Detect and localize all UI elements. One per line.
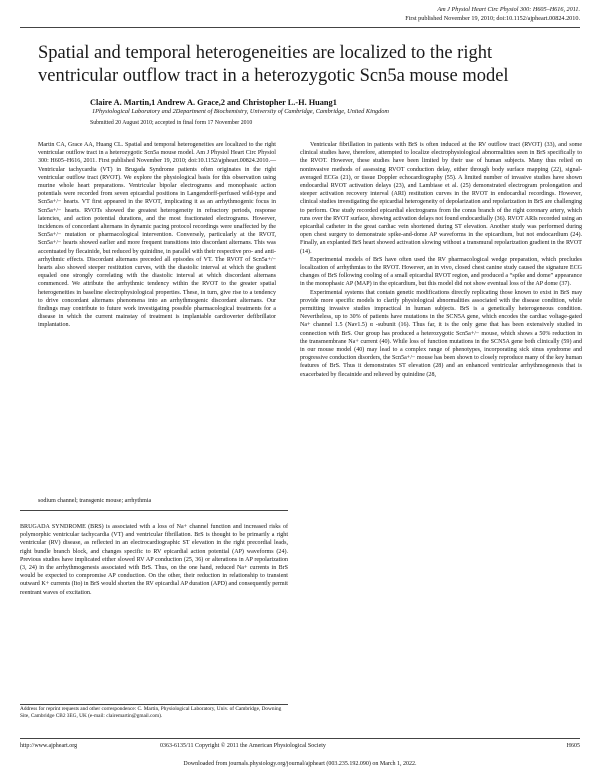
correspondence-footnote: Address for reprint requests and other correspondence: C. Martin, Physiological Laboratory, Univ. of Cambridge, Downing Site, Cambridge CB2 3EG, UK (e-mail: clairemartin@gmail.com). [20,706,282,720]
submission-dates: Submitted 20 August 2010; accepted in final form 17 November 2010 [90,120,253,126]
right-col-paragraph: Experimental systems that contain genetic modifications directly replicating those known to exist in BrS may provide more specific models to clarify physiological abnormalities associated with the disease condition, while permitting invasive studies impractical in human subjects. BrS is a genetically heterogeneous condition. Nevertheless, up to 30% of patients have mutations in the SCN5A gene, which encodes the cardiac voltage-gated Na+ channel 1.5 (Nav1.5) α -subunit (16). Thus far, it is the only gene that has been extensively studied in connection with BrS. Our group has produced a heterozygotic Scn5a+/− mouse, which shows a 50% reduction in the transmembrane Na+ current (40). While loss of function mutations in the SCN5A gene both clinically (59) and in our mouse model (40) may lead to a complex range of phenotypes, incorporating sick sinus syndrome and progressive conduction disorders, the Scn5a+/− mouse has been shown to closely reproduce many of the key human features of BrS. Thus it demonstrates ST elevation (28) and an enhanced ventricular arrhythmogenesis that is exacerbated by flecainide and relieved by quinidine (28, [300,289,582,378]
right-col-paragraph: Ventricular fibrillation in patients with BrS is often induced at the RV outflow tract (RVOT) (33), and some clinical studies have, therefore, attempted to localize electrophysiological abnormalities seen in BrS specifically to the RVOT. However, these studies have been limited by their use of human subjects. Many thus relied on noninvasive methods of assessing RVOT conduction delay, either through body surface mapping (22), signal-averaged ECGs (21), or tissue Doppler echocardiography (55). A limited number of invasive studies have shown endocardial RVOT activation delays (23), and Lambiase et al. (25) demonstrated electrogram prolongation and steeper activation recovery interval (ARI) restitution curves in the RVOT in endocardial recordings. However, clinical studies investigating the epicardial heterogeneity of depolarization and repolarization in BrS are challenging to perform. One study recorded epicardial electrograms from the conus branch of the right coronary artery, which runs over the RVOT surface, showing activation delays not found endocardially (36). RVOT ARIs recorded using an epicardial catheter in the great cardiac vein shortened during ST elevation. Another study was performed during open chest surgery to demonstrate spike-and-dome AP waveforms in the epicardium, but not endocardium (24). Finally, an explanted BrS heart showed activation slowing without a transmural repolarization gradient in the RVOT (14). [300,142,582,255]
abstract-rule [20,510,288,511]
intro-text: BRUGADA SYNDROME (BRS) is associated with a loss of Na+ channel function and increased risks of polymorphic ventricular tachycardia (VT) and ventricular fibrillation. BrS is thought to be primarily a right ventricular (RV) disease, as reflected in an electrocardiographic ST elevation in the right precordial leads, right bundle branch block, and changes specific to RV epicardial action potential (AP) waveforms (24). Previous studies have implicated either slowed RV AP conduction (25, 36) or alterations in AP repolarization (3, 24) in the arrhythmogenesis associated with BrS. Thus, on the one hand, reduced Na+ currents in BrS would be expected to compromise AP conduction. On the other, their reduction in relationship to transient outward K+ currents (Ito) in BrS would shorten the RV epicardial AP duration (APD) and consequently permit reentrant waves of excitation. [20,524,288,596]
right-column [300,141,582,379]
abstract [38,141,276,330]
author-affiliations: 1Physiological Laboratory and 2Department of Biochemistry, University of Cambridge, Cambridge, United Kingdom [92,108,389,115]
copyright-line: 0363-6135/11 Copyright © 2011 the American Physiological Society [160,743,326,749]
right-col-paragraph: Experimental models of BrS have often used the RV pharmacological wedge preparation, which precludes localization of arrhythmias to the RVOT. However, an in vivo, closed chest canine study caused the signature ECG changes of BrS following cooling of a small epicardial RVOT region, and produced a “spike and dome” appearance in the monophasic AP (MAP) in the epicardium, but this model did not show eventual loss of the AP dome (37). [300,256,582,288]
author-list: Claire A. Martin,1 Andrew A. Grace,2 and Christopher L.-H. Huang1 [90,98,337,107]
keywords: sodium channel; transgenic mouse; arrhythmia [38,498,152,504]
article-title: Spatial and temporal heterogeneities are localized to the right ventricular outflow tract in a heterozygotic Scn5a mouse model [38,43,509,86]
download-notice: Downloaded from journals.physiology.org/journal/ajpheart (003.235.192.090) on March 1, 2022. [183,761,417,767]
publication-doi-line: First published November 19, 2010; doi:10.1152/ajpheart.00824.2010. [405,15,580,22]
journal-citation: Am J Physiol Heart Circ Physiol 300: H605–H616, 2011. [437,6,580,13]
journal-url-link[interactable]: http://www.ajpheart.org [20,743,78,749]
header-rule [20,27,580,28]
footer-rule [20,738,580,739]
introduction-paragraph [20,523,288,597]
page-number: H605 [566,743,580,749]
abstract-text: Martin CA, Grace AA, Huang CL. Spatial and temporal heterogeneities are localized to the right ventricular outflow tract in a heterozygotic Scn5a mouse model. Am J Physiol Heart Circ Physiol 300: H605–H616, 2011. First published November 19, 2010; doi:10.1152/ajpheart.00824.2010.—Ventricular tachycardia (VT) in Brugada Syndrome patients often originates in the right ventricular outflow tract (RVOT). We explore the physiological basis for this observation using murine whole heart preparations. Ventricular bipolar electrograms and monophasic action potentials were recorded from seven epicardial positions in Langendorff-perfused wild-type and Scn5a+/− hearts. VT first appeared in the RVOT, implicating it as an arrhythmogenic focus in Scn5a+/− hearts. RVOTs showed the greatest heterogeneity in refractory periods, response latencies, and action potential durations, and the most fractionated electrograms. However, incidences of concordant alternans in dynamic pacing protocol recordings were unaffected by the Scn5a+/− mutation or pharmacological intervention. Conversely, particularly at the RVOT, Scn5a+/− hearts showed earlier and more frequent transitions into discordant alternans. This was accentuated by flecainide, but reduced by quinidine, in parallel with their respective pro- and anti-arrhythmic effects. Discordant alternans preceded all episodes of VT. The RVOT of Scn5a+/− hearts also showed steeper restitution curves, with the diastolic interval at which the gradient equaled one strongly correlating with the diastolic interval at which discordant alternans commenced. We attribute the arrhythmic tendency within the RVOT to the greater spatial heterogeneities in baseline electrophysiological properties. These, in turn, give rise to a tendency to drive concordant alternans phenomena into an arrhythmogenic discordant alternans. Our findings may contribute to future work investigating possible pharmacological treatments for a disease in which the current mainstay of treatment is implantable cardioverter defibrillator implantation. [38,142,276,329]
footnote-rule [20,704,288,705]
